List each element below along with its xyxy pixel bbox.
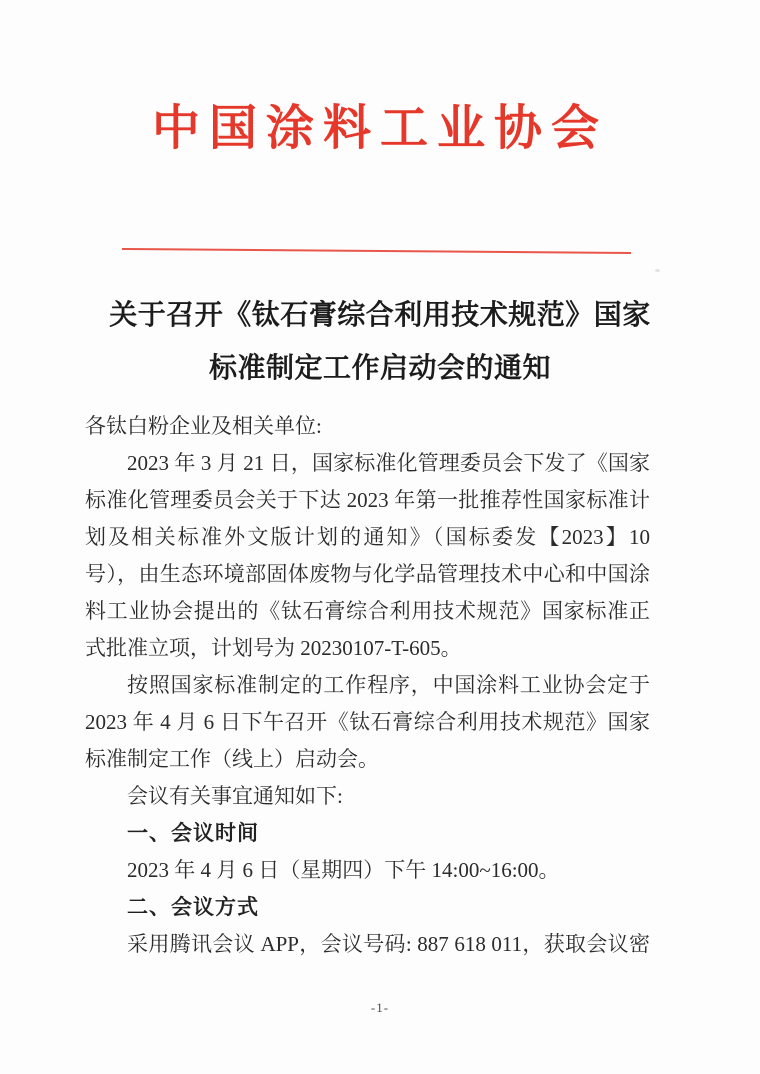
paragraph-meeting-time: 2023 年 4 月 6 日（星期四）下午 14:00~16:00。	[127, 858, 560, 882]
section-heading-meeting-time: 一、会议时间	[127, 822, 259, 845]
document-body	[85, 408, 650, 963]
letterhead-divider-line	[122, 248, 631, 254]
document-title-line-2: 标准制定工作启动会的通知	[208, 353, 551, 384]
document-title	[0, 289, 760, 395]
section-heading-meeting-method: 二、会议方式	[127, 896, 259, 919]
page-number: -1-	[370, 1000, 390, 1015]
scan-artifact	[655, 269, 660, 272]
association-letterhead: 中国涂料工业协会	[151, 102, 608, 155]
paragraph-meeting-announcement: 按照国家标准制定的工作程序，中国涂料工业协会定于 2023 年 4 月 6 日下午召开《钛石膏综合利用技术规范》国家标准制定工作（线上）启动会。	[85, 673, 650, 771]
paragraph-meeting-method: 采用腾讯会议 APP，会议号码: 887 618 011，获取会议密	[127, 932, 650, 956]
paragraph-notice-intro: 会议有关事宜通知如下:	[127, 784, 343, 808]
salutation: 各钛白粉企业及相关单位:	[85, 414, 322, 438]
document-title-line-1: 关于召开《钛石膏综合利用技术规范》国家	[109, 300, 651, 331]
paragraph-standard-approval-background: 2023 年 3 月 21 日，国家标准化管理委员会下发了《国家标准化管理委员会关于下达 2023 年第一批推荐性国家标准计划及相关标准外文版计划的通知》（国标委发【2023】10 号），由生态环境部固体废物与化学品管理技术中心和中国涂料工业协会提出的《钛石膏综合利用技术规范》国家标准正式批准立项，计划号为 20230107-T-605。	[85, 451, 650, 660]
